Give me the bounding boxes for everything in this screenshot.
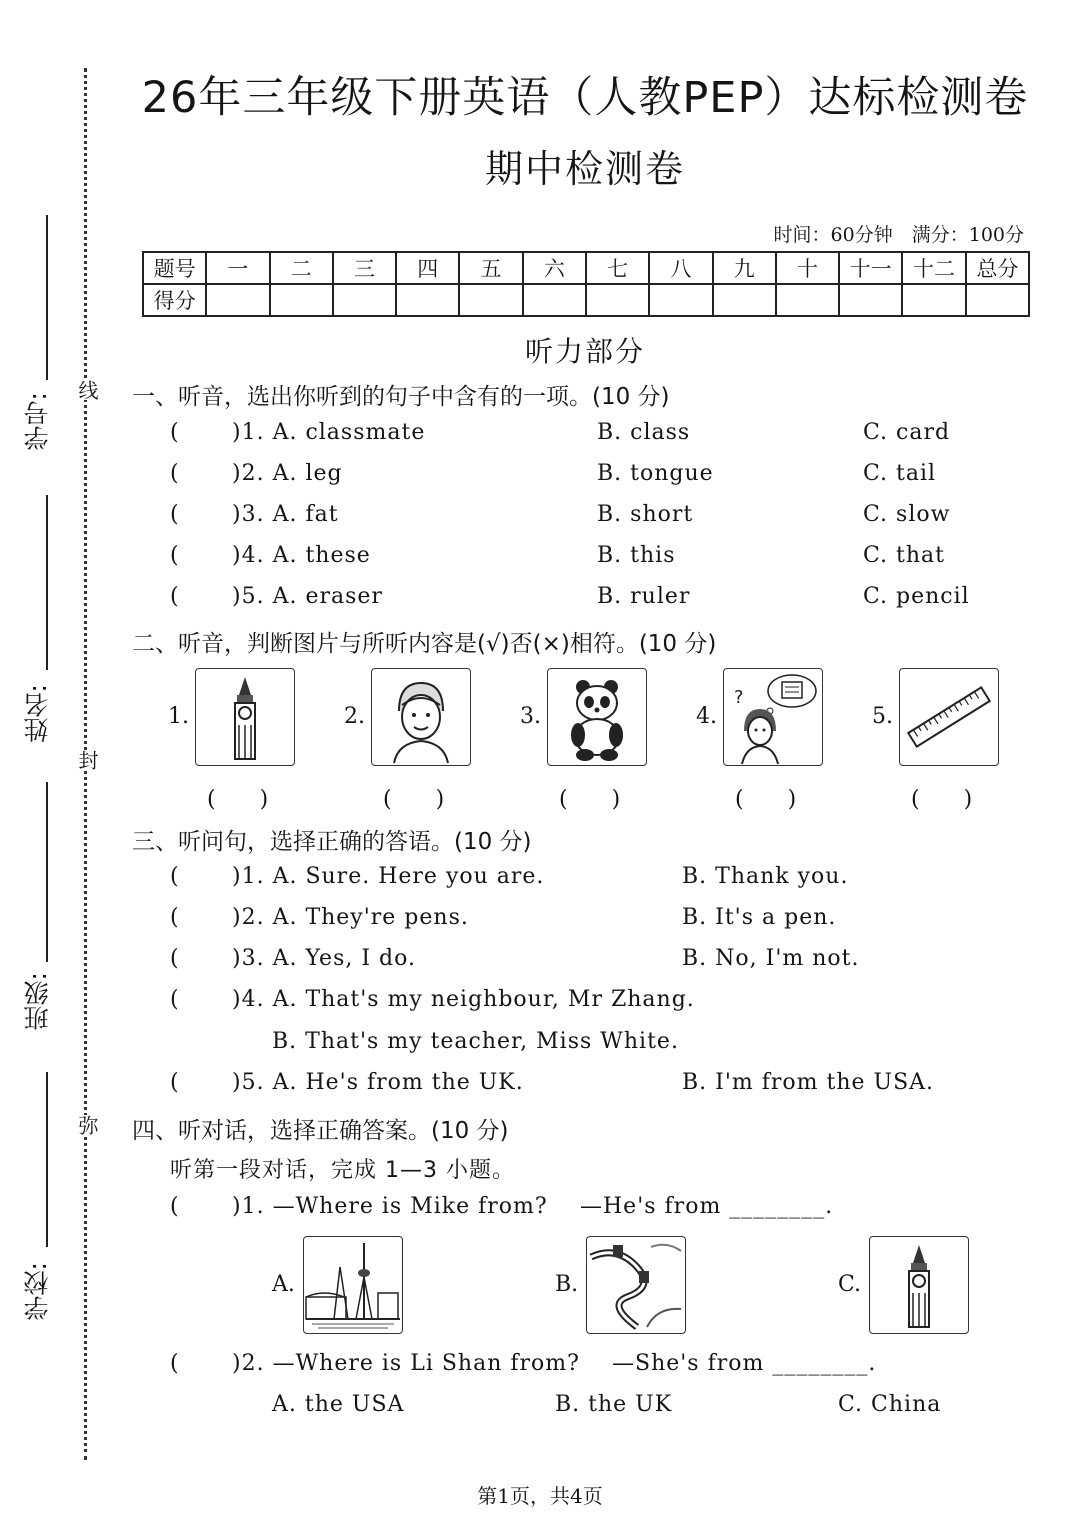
score-header-cell: 总分 xyxy=(966,252,1029,284)
option-a: )1. A. classmate xyxy=(232,420,426,445)
score-row-label: 得分 xyxy=(143,284,206,316)
score-header-cell: 三 xyxy=(333,252,396,284)
part1-heading: 一、听音，选出你听到的句子中含有的一项。(10 分) xyxy=(132,384,670,410)
score-cell[interactable] xyxy=(713,284,776,316)
picture-frame-4 xyxy=(723,668,823,766)
name-label: 姓名: xyxy=(23,684,52,743)
great-wall-icon xyxy=(587,1237,685,1333)
part4-instruction: 听第一段对话，完成 1—3 小题。 xyxy=(170,1158,515,1183)
option-b: B. this xyxy=(597,543,676,568)
score-header-cell: 七 xyxy=(586,252,649,284)
option-b: B. tongue xyxy=(597,461,714,486)
ruler-icon xyxy=(900,669,998,765)
judge-paren[interactable]: ( ) xyxy=(911,787,973,812)
option-b: B. the UK xyxy=(555,1392,673,1417)
answer-paren[interactable]: ( xyxy=(170,502,179,527)
score-header-cell: 五 xyxy=(459,252,522,284)
cut-mark-mi: 弥 xyxy=(76,1115,102,1135)
option-a: )3. A. Yes, I do. xyxy=(232,946,416,971)
answer-paren[interactable]: ( xyxy=(170,905,179,930)
exam-meta: 时间：60分钟 满分：100分 xyxy=(773,224,1024,246)
option-c: C. slow xyxy=(863,502,951,527)
score-header-cell: 十一 xyxy=(839,252,902,284)
big-ben-icon xyxy=(870,1237,968,1333)
page-title: 26年三年级下册英语（人教PEP）达标检测卷 xyxy=(141,73,1029,123)
score-cell[interactable] xyxy=(333,284,396,316)
name-line xyxy=(46,495,48,670)
score-header-cell: 九 xyxy=(713,252,776,284)
score-cell[interactable] xyxy=(206,284,269,316)
score-header-cell: 八 xyxy=(649,252,712,284)
panda-icon xyxy=(548,669,646,765)
judge-paren[interactable]: ( ) xyxy=(735,787,797,812)
score-value-row xyxy=(143,284,1029,316)
option-a: )1. A. Sure. Here you are. xyxy=(232,864,545,889)
option-a: )5. A. He's from the UK. xyxy=(232,1070,524,1095)
part4-heading: 四、听对话，选择正确答案。(10 分) xyxy=(132,1118,509,1144)
score-cell[interactable] xyxy=(902,284,965,316)
option-label: A. xyxy=(272,1272,295,1297)
canada-skyline-icon xyxy=(304,1237,402,1333)
girl-thinking-icon xyxy=(724,669,822,765)
answer-paren[interactable]: ( xyxy=(170,1194,179,1219)
judge-paren[interactable]: ( ) xyxy=(207,787,269,812)
option-c: C. that xyxy=(863,543,946,568)
option-a: )5. A. eraser xyxy=(232,584,383,609)
score-cell[interactable] xyxy=(586,284,649,316)
picture-number: 3. xyxy=(520,704,541,729)
question-1: )1. —Where is Mike from? xyxy=(232,1194,548,1219)
answer-paren[interactable]: ( xyxy=(170,946,179,971)
question-2: )2. —Where is Li Shan from? xyxy=(232,1351,580,1376)
picture-frame-3 xyxy=(547,668,647,766)
option-c: C. China xyxy=(838,1392,942,1417)
answer-paren[interactable]: ( xyxy=(170,987,179,1012)
picture-frame-2 xyxy=(371,668,471,766)
answer-paren[interactable]: ( xyxy=(170,1351,179,1376)
part2-heading: 二、听音，判断图片与所听内容是(√)否(×)相符。(10 分) xyxy=(132,631,717,657)
class-line xyxy=(46,782,48,962)
option-label: B. xyxy=(555,1272,579,1297)
score-header-cell: 四 xyxy=(396,252,459,284)
judge-paren[interactable]: ( ) xyxy=(559,787,621,812)
score-table xyxy=(142,251,1030,317)
score-header-cell: 六 xyxy=(523,252,586,284)
page-footer: 第1页，共4页 xyxy=(477,1484,603,1508)
judge-paren[interactable]: ( ) xyxy=(383,787,445,812)
picture-frame-5 xyxy=(899,668,999,766)
picture-number: 4. xyxy=(696,704,717,729)
option-b: B. ruler xyxy=(597,584,691,609)
option-picture-b[interactable] xyxy=(586,1236,686,1334)
score-cell[interactable] xyxy=(966,284,1029,316)
cut-mark-xian: 线 xyxy=(76,380,102,400)
option-c: C. tail xyxy=(863,461,937,486)
score-header-cell: 二 xyxy=(270,252,333,284)
score-header-cell: 题号 xyxy=(143,252,206,284)
score-header-cell: 一 xyxy=(206,252,269,284)
picture-number: 1. xyxy=(168,704,189,729)
score-cell[interactable] xyxy=(523,284,586,316)
question-2-answer: —She's from ________. xyxy=(612,1351,877,1376)
score-cell[interactable] xyxy=(839,284,902,316)
score-cell[interactable] xyxy=(270,284,333,316)
option-a: )3. A. fat xyxy=(232,502,339,527)
school-label: 学校: xyxy=(23,1262,52,1321)
answer-paren[interactable]: ( xyxy=(170,543,179,568)
boy-icon xyxy=(372,669,470,765)
option-a: )2. A. They're pens. xyxy=(232,905,469,930)
page-subtitle: 期中检测卷 xyxy=(484,147,685,191)
answer-paren[interactable]: ( xyxy=(170,1070,179,1095)
answer-paren[interactable]: ( xyxy=(170,420,179,445)
option-picture-c[interactable] xyxy=(869,1236,969,1334)
option-a: A. the USA xyxy=(272,1392,405,1417)
score-cell[interactable] xyxy=(396,284,459,316)
listening-section-title: 听力部分 xyxy=(524,335,645,368)
picture-number: 2. xyxy=(344,704,365,729)
option-b: B. That's my teacher, Miss White. xyxy=(272,1029,679,1054)
option-label: C. xyxy=(838,1272,862,1297)
question-1-answer: —He's from ________. xyxy=(580,1194,834,1219)
student-id-line xyxy=(46,215,48,380)
school-line xyxy=(46,1072,48,1247)
answer-paren[interactable]: ( xyxy=(170,461,179,486)
option-b: B. Thank you. xyxy=(682,864,849,889)
option-a: )2. A. leg xyxy=(232,461,343,486)
option-a: )4. A. That's my neighbour, Mr Zhang. xyxy=(232,987,695,1012)
picture-frame-1 xyxy=(195,668,295,766)
option-c: C. pencil xyxy=(863,584,970,609)
answer-paren[interactable]: ( xyxy=(170,864,179,889)
class-label: 班级: xyxy=(23,972,52,1031)
score-header-cell: 十二 xyxy=(902,252,965,284)
svg-text:?: ? xyxy=(734,687,744,708)
student-id-label: 学号: xyxy=(23,392,52,451)
answer-paren[interactable]: ( xyxy=(170,584,179,609)
part3-heading: 三、听问句，选择正确的答语。(10 分) xyxy=(132,829,532,855)
option-c: C. card xyxy=(863,420,951,445)
option-b: B. I'm from the USA. xyxy=(682,1070,935,1095)
score-header-cell: 十 xyxy=(776,252,839,284)
score-cell[interactable] xyxy=(776,284,839,316)
option-b: B. It's a pen. xyxy=(682,905,837,930)
score-header-row xyxy=(143,252,1029,284)
option-b: B. No, I'm not. xyxy=(682,946,860,971)
score-cell[interactable] xyxy=(649,284,712,316)
picture-number: 5. xyxy=(872,704,893,729)
score-cell[interactable] xyxy=(459,284,522,316)
option-b: B. class xyxy=(597,420,691,445)
option-b: B. short xyxy=(597,502,694,527)
cut-mark-feng: 封 xyxy=(76,750,102,770)
option-a: )4. A. these xyxy=(232,543,371,568)
big-ben-icon xyxy=(196,669,294,765)
option-picture-a[interactable] xyxy=(303,1236,403,1334)
